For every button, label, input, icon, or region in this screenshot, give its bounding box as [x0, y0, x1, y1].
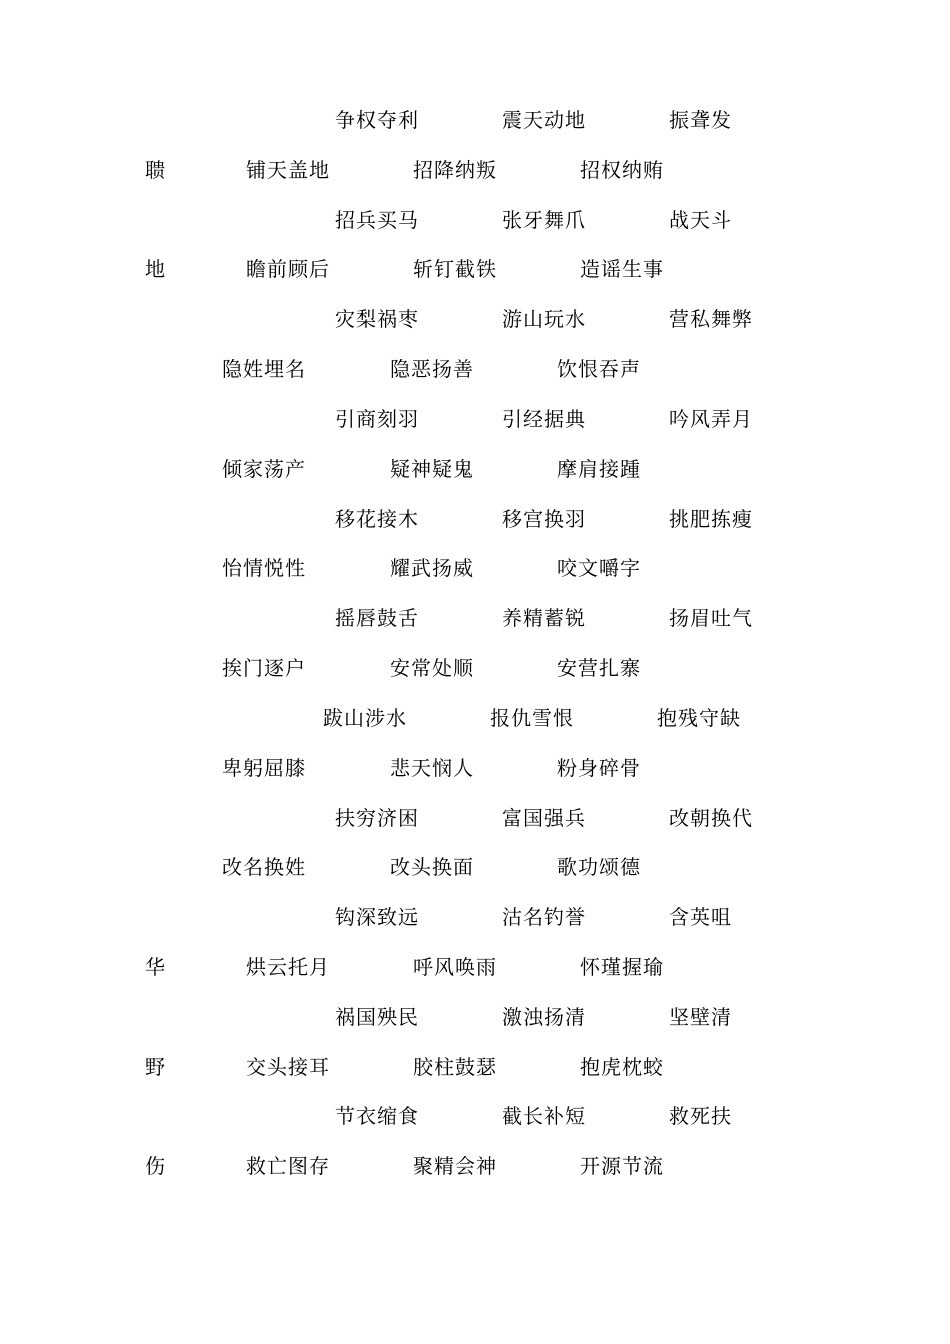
idiom-line-20	[0, 1051, 950, 1083]
idiom: 卑躬屈膝	[222, 756, 306, 780]
idiom-fragment: 华	[145, 955, 166, 979]
idiom: 争权夺利	[335, 108, 419, 132]
idiom: 跋山涉水	[323, 706, 407, 730]
idiom: 怀瑾握瑜	[580, 955, 664, 979]
idiom-line-10	[0, 552, 950, 584]
idiom-line-13	[0, 702, 950, 734]
idiom: 疑神疑鬼	[390, 457, 474, 481]
idiom-line-12	[0, 652, 950, 684]
idiom-fragment: 聩	[145, 158, 166, 182]
idiom: 招权纳贿	[580, 158, 664, 182]
idiom: 呼风唤雨	[413, 955, 497, 979]
idiom-line-14	[0, 752, 950, 784]
idiom: 怡情悦性	[222, 556, 306, 580]
idiom: 改名换姓	[222, 855, 306, 879]
idiom: 扶穷济困	[335, 806, 419, 830]
idiom-line-19	[0, 1001, 950, 1033]
idiom-line-17	[0, 901, 950, 933]
idiom: 移花接木	[335, 507, 419, 531]
idiom: 截长补短	[502, 1104, 586, 1128]
idiom: 开源节流	[580, 1154, 664, 1178]
idiom: 挨门逐户	[222, 656, 306, 680]
idiom-line-8	[0, 453, 950, 485]
idiom: 救亡图存	[246, 1154, 330, 1178]
idiom: 聚精会神	[413, 1154, 497, 1178]
idiom: 含英咀	[669, 905, 732, 929]
idiom-line-1	[0, 104, 950, 136]
idiom: 歌功颂德	[557, 855, 641, 879]
idiom: 斩钉截铁	[413, 257, 497, 281]
idiom: 倾家荡产	[222, 457, 306, 481]
idiom: 移宫换羽	[502, 507, 586, 531]
idiom-line-9	[0, 503, 950, 535]
idiom: 灾梨祸枣	[335, 307, 419, 331]
idiom: 烘云托月	[246, 955, 330, 979]
idiom: 抱残守缺	[657, 706, 741, 730]
idiom: 饮恨吞声	[557, 357, 641, 381]
idiom: 营私舞弊	[669, 307, 753, 331]
idiom: 摩肩接踵	[557, 457, 641, 481]
idiom: 报仇雪恨	[490, 706, 574, 730]
idiom-line-6	[0, 353, 950, 385]
idiom: 节衣缩食	[335, 1104, 419, 1128]
idiom: 振聋发	[669, 108, 732, 132]
idiom: 抱虎枕蛟	[580, 1055, 664, 1079]
idiom-fragment: 野	[145, 1055, 166, 1079]
idiom: 引商刻羽	[335, 407, 419, 431]
idiom-line-16	[0, 851, 950, 883]
idiom: 隐姓埋名	[222, 357, 306, 381]
idiom: 悲天悯人	[390, 756, 474, 780]
idiom-line-15	[0, 802, 950, 834]
idiom: 挑肥拣瘦	[669, 507, 753, 531]
idiom: 沽名钓誉	[502, 905, 586, 929]
idiom: 改朝换代	[669, 806, 753, 830]
idiom: 隐恶扬善	[390, 357, 474, 381]
idiom: 张牙舞爪	[502, 208, 586, 232]
idiom-line-7	[0, 403, 950, 435]
idiom: 扬眉吐气	[669, 606, 753, 630]
idiom: 造谣生事	[580, 257, 664, 281]
idiom: 养精蓄锐	[502, 606, 586, 630]
idiom-line-11	[0, 602, 950, 634]
idiom: 富国强兵	[502, 806, 586, 830]
idiom-line-3	[0, 204, 950, 236]
idiom: 安常处顺	[390, 656, 474, 680]
idiom: 吟风弄月	[669, 407, 753, 431]
idiom: 激浊扬清	[502, 1005, 586, 1029]
idiom: 震天动地	[502, 108, 586, 132]
idiom-line-4	[0, 253, 950, 285]
idiom: 战天斗	[669, 208, 732, 232]
idiom: 游山玩水	[502, 307, 586, 331]
idiom: 摇唇鼓舌	[335, 606, 419, 630]
idiom: 交头接耳	[246, 1055, 330, 1079]
idiom-line-22	[0, 1150, 950, 1182]
idiom: 改头换面	[390, 855, 474, 879]
idiom-line-5	[0, 303, 950, 335]
idiom: 救死扶	[669, 1104, 732, 1128]
idiom: 招兵买马	[335, 208, 419, 232]
idiom: 粉身碎骨	[557, 756, 641, 780]
idiom-line-21	[0, 1100, 950, 1132]
idiom: 引经据典	[502, 407, 586, 431]
idiom: 坚壁清	[669, 1005, 732, 1029]
idiom: 祸国殃民	[335, 1005, 419, 1029]
idiom: 招降纳叛	[413, 158, 497, 182]
idiom-fragment: 地	[145, 257, 166, 281]
idiom: 钩深致远	[335, 905, 419, 929]
idiom: 安营扎寨	[557, 656, 641, 680]
idiom: 胶柱鼓瑟	[413, 1055, 497, 1079]
idiom-line-2	[0, 154, 950, 186]
idiom: 铺天盖地	[246, 158, 330, 182]
idiom: 耀武扬威	[390, 556, 474, 580]
idiom-fragment: 伤	[145, 1154, 166, 1178]
idiom-line-18	[0, 951, 950, 983]
idiom: 瞻前顾后	[246, 257, 330, 281]
idiom: 咬文嚼字	[557, 556, 641, 580]
